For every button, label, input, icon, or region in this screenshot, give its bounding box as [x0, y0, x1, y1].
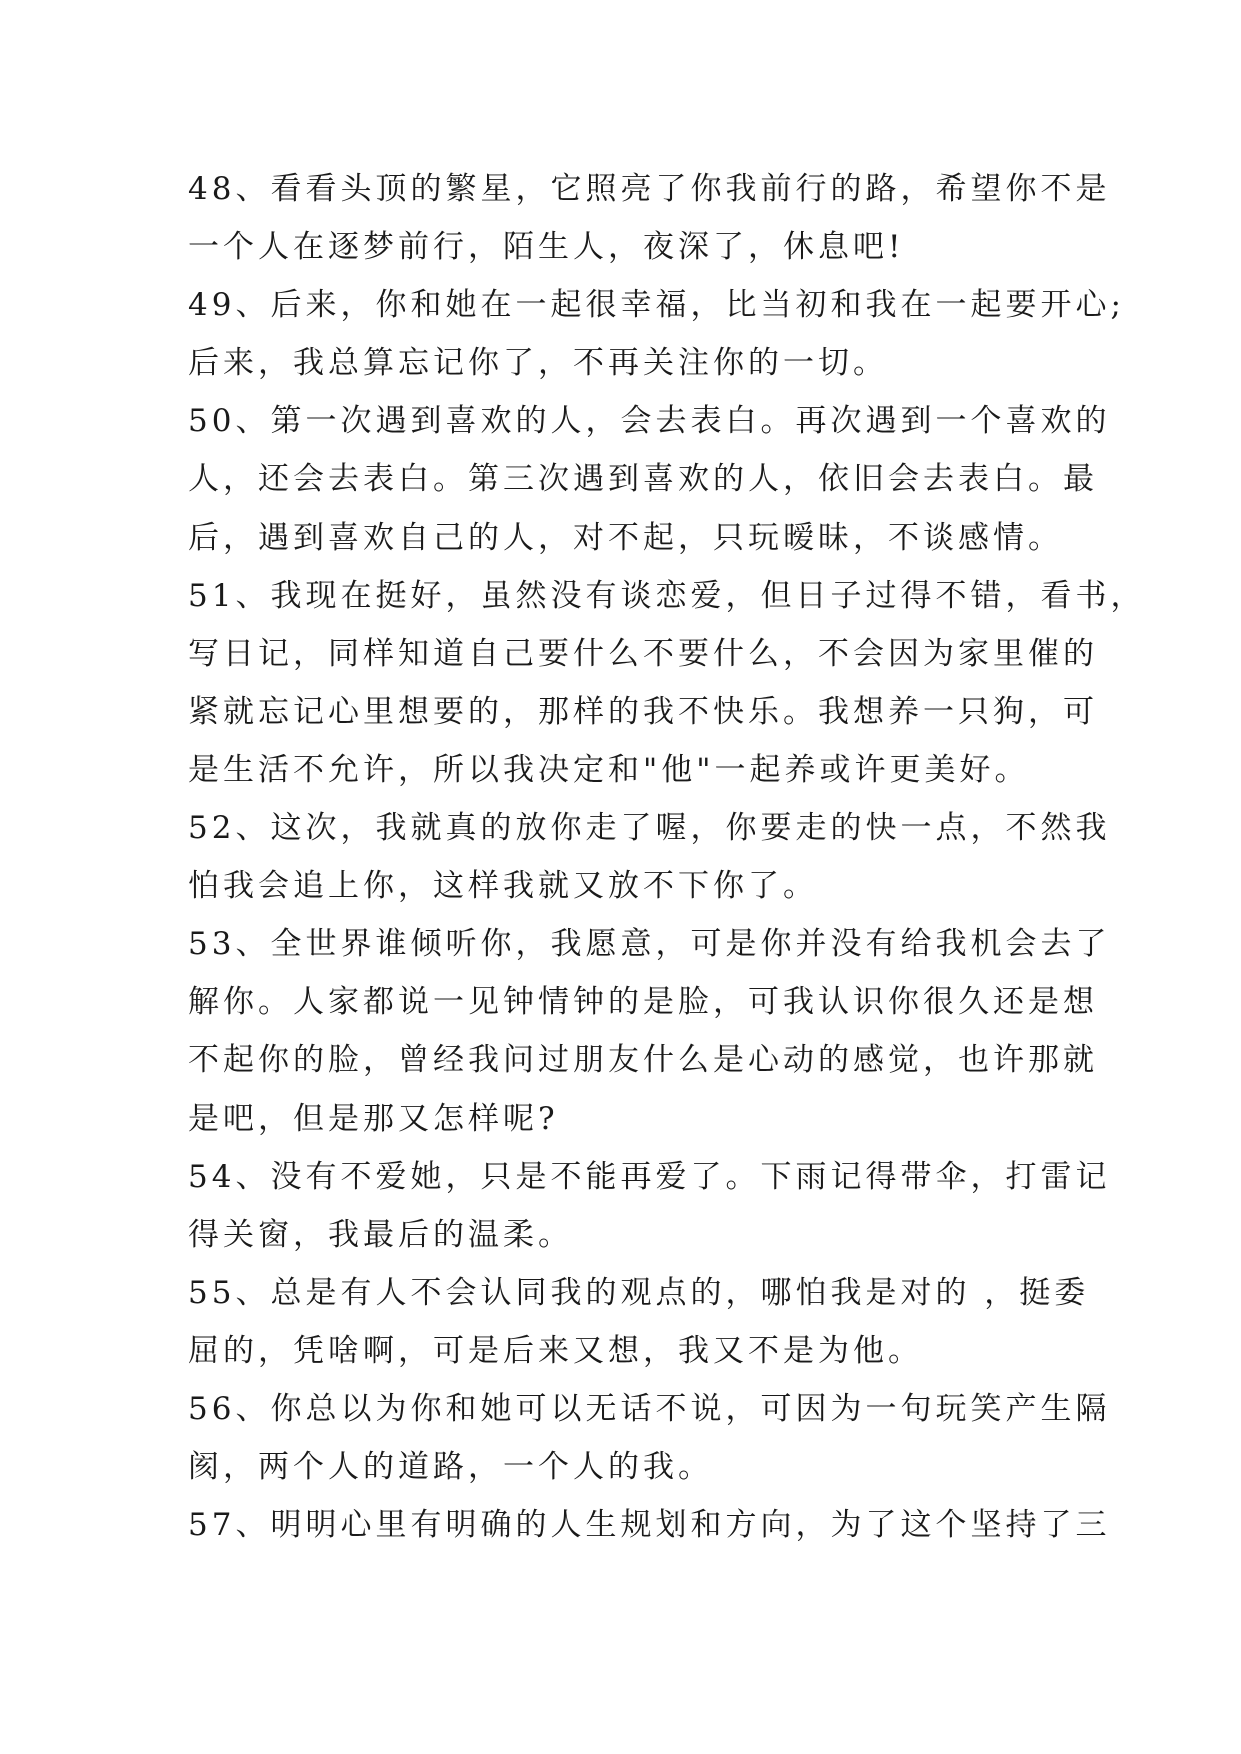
- text-line: 57、明明心里有明确的人生规划和方向，为了这个坚持了三: [188, 1507, 1111, 1544]
- text-line: 人，还会去表白。第三次遇到喜欢的人，依旧会去表白。最: [188, 461, 1098, 498]
- text-line: 不起你的脸，曾经我问过朋友什么是心动的感觉，也许那就: [188, 1042, 1098, 1079]
- text-line: 55、总是有人不会认同我的观点的，哪怕我是对的 ，挺委: [188, 1274, 1090, 1311]
- text-line: 紧就忘记心里想要的，那样的我不快乐。我想养一只狗，可: [188, 693, 1098, 730]
- text-line: 48、看看头顶的繁星，它照亮了你我前行的路，希望你不是: [188, 171, 1111, 207]
- text-line: 是吧，但是那又怎样呢?: [188, 1100, 559, 1137]
- text-line: 52、这次，我就真的放你走了喔，你要走的快一点，不然我: [188, 810, 1111, 847]
- text-line: 后来，我总算忘记你了，不再关注你的一切。: [188, 345, 888, 382]
- text-line: 一个人在逐梦前行，陌生人，夜深了，休息吧!: [188, 229, 905, 266]
- text-line: 51、我现在挺好，虽然没有谈恋爱，但日子过得不错，看书，: [188, 577, 1146, 614]
- text-line: 解你。人家都说一见钟情钟的是脸，可我认识你很久还是想: [188, 984, 1098, 1021]
- text-line: 49、后来，你和她在一起很幸福，比当初和我在一起要开心;: [188, 287, 1125, 324]
- text-line: 54、没有不爱她，只是不能再爱了。下雨记得带伞，打雷记: [188, 1158, 1111, 1195]
- text-line: 50、第一次遇到喜欢的人，会去表白。再次遇到一个喜欢的: [188, 403, 1111, 440]
- text-line: 是生活不允许，所以我决定和"他"一起养或许更美好。: [188, 751, 1030, 788]
- text-line: 屈的，凭啥啊，可是后来又想，我又不是为他。: [188, 1332, 923, 1369]
- text-line: 得关窗，我最后的温柔。: [188, 1216, 573, 1253]
- text-line: 写日记，同样知道自己要什么不要什么，不会因为家里催的: [188, 635, 1098, 672]
- text-line: 后，遇到喜欢自己的人，对不起，只玩暧昧，不谈感情。: [188, 519, 1063, 556]
- document-body: [188, 160, 1146, 1554]
- text-line: 53、全世界谁倾听你，我愿意，可是你并没有给我机会去了: [188, 926, 1111, 963]
- text-line: 56、你总以为你和她可以无话不说，可因为一句玩笑产生隔: [188, 1390, 1111, 1427]
- text-line: 怕我会追上你，这样我就又放不下你了。: [188, 868, 818, 905]
- text-line: 阂，两个人的道路，一个人的我。: [188, 1449, 713, 1486]
